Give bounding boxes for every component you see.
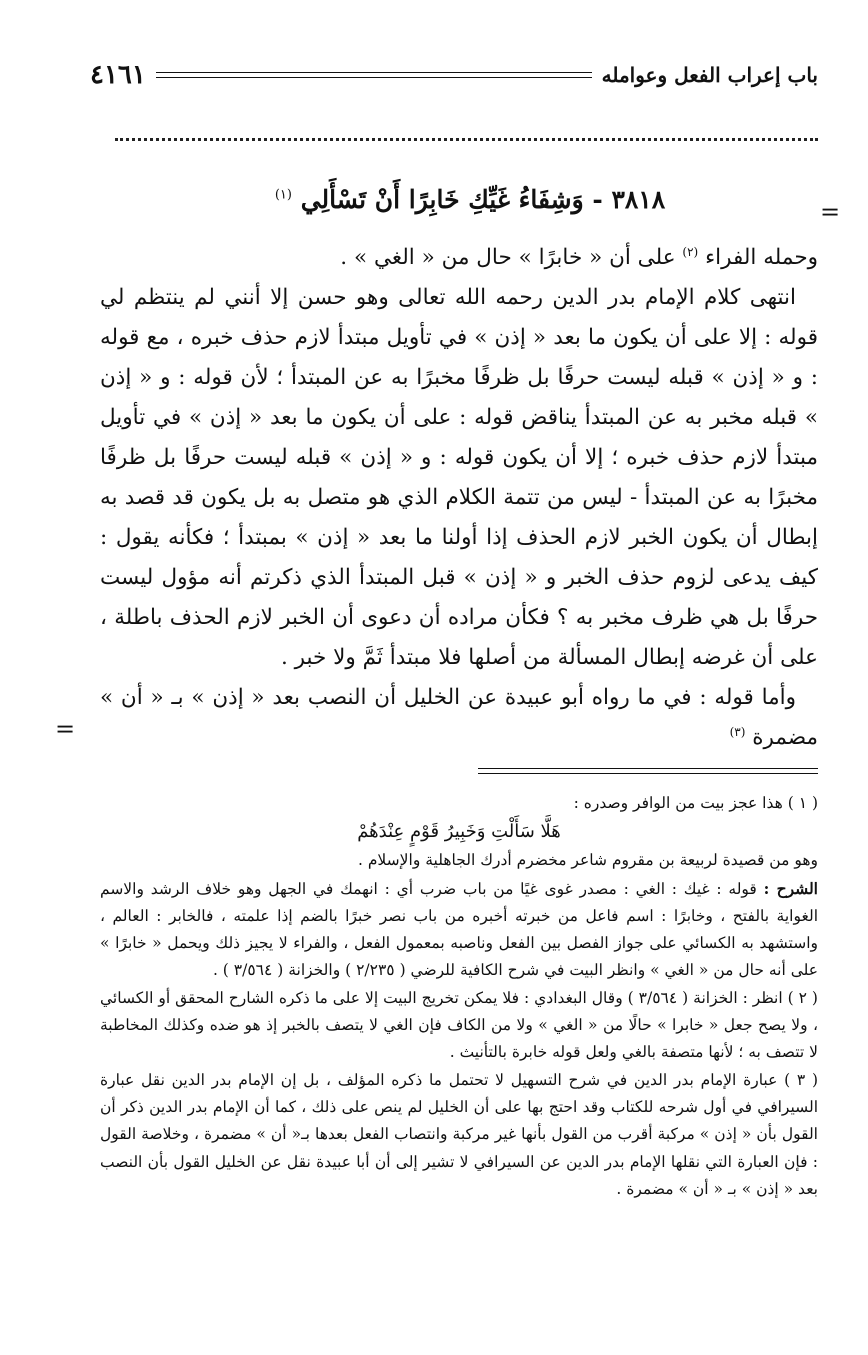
page-number: ٤١٦١ <box>90 60 146 90</box>
footnote-ref-2: (٢) <box>682 244 699 259</box>
footnote-2: ( ٢ ) انظر : الخزانة ( ٣/٥٦٤ ) وقال البغدادي : فلا يمكن تخريج البيت إلا على ما ذكره الشارح المحقق أو الكسائي ، ولا يصح جعل « خابرا » حالًا من « الغي » ولا من الكاف فإن الغي لا يتصف بالخبر إذ هو ضده وكذلك المخاطبة لا تتصف به ؛ لأنها متصفة بالغي ولعل قوله خابرة بالتأنيث . <box>100 988 818 1062</box>
paragraph-3-text: وأما قوله : في ما رواه أبو عبيدة عن الخليل أن النصب بعد « إذن » بـ « أن » مضمرة <box>100 685 818 750</box>
footnote-1-hemistich: هَلَّا سَأَلْتِ وَخَبِيرُ قَوْمٍ عِنْدَهُمْ <box>357 821 561 843</box>
chapter-title: باب إعراب الفعل وعوامله <box>601 63 818 87</box>
paragraph-3 <box>100 678 818 758</box>
continuation-mark-top: = <box>820 198 841 226</box>
dotted-divider <box>115 138 818 141</box>
footnote-1-intro: ( ١ ) هذا عجز بيت من الوافر وصدره : <box>573 794 818 812</box>
paragraph-2: انتهى كلام الإمام بدر الدين رحمه الله تعالى وهو حسن إلا أنني لم ينتظم لي قوله : إلا على أن يكون ما بعد « إذن » في تأويل مبتدأ لازم حذف خبره ، مع قوله : و « إذن » قبله ليست حرفًا بل ظرفًا مخبرًا به عن المبتدأ ؛ لأن قوله : و « إذن » قبله مخبر به عن المبتدأ يناقض قوله : على أن يكون ما بعد « إذن » في تأويل مبتدأ لازم حذف خبره ؛ إلا أن يكون قوله : و « إذن » قبله ليست حرفًا بل ظرفًا مخبرًا به عن المبتدأ - ليس من تتمة الكلام الذي هو متصل به بل يكون قد قصد به إبطال أن يكون الخبر لازم الحذف إذا أولنا ما بعد « إذن » بمبتدأ ؛ فكأنه يقول : كيف يدعى لزوم حذف الخبر و « إذن » قبل المبتدأ الذي ذكرتم أنه مؤول ليست حرفًا بل هي ظرف مخبر به ؟ فكأن مراده أن دعوى أن الخبر لازم الحذف باطلة ، على أن غرضه إبطال المسألة من أصلها فلا مبتدأ ثَمَّ ولا خبر . <box>100 285 818 670</box>
footnote-1-sharh <box>100 875 818 985</box>
paragraph-1-text: وحمله الفراء <box>705 245 818 270</box>
paragraph-1-rest: على أن « خابرًا » حال من « الغي » . <box>340 245 683 270</box>
verse-text: ٣٨١٨ - وَشِفَاءُ غَيِّكِ خَابِرًا أَنْ تَسْأَلِي <box>300 185 666 214</box>
footnotes <box>100 790 818 1203</box>
continuation-mark-bottom: = <box>55 715 76 743</box>
sharh-label: الشرح : <box>763 878 818 898</box>
header-rule <box>156 72 592 78</box>
footnote-1-source: وهو من قصيدة لربيعة بن مقروم شاعر مخضرم أدرك الجاهلية والإسلام . <box>357 851 818 870</box>
verse-footnote-ref: (١) <box>274 187 292 203</box>
page-header <box>90 58 818 92</box>
sharh-text: قوله : غيك : الغي : مصدر غوى غيًا من باب ضرب أي : انهمك في الجهل وهو خلاف الرشد والاسم الغواية بالفتح ، وخابرًا : اسم فاعل من خبرته أخبره من باب نصر خبرًا بالضم إذا علمته ، فالخابر : العالم ، واستشهد به الكسائي على جواز الفصل بين الفعل وناصبه بمعمول الفعل ، والفراء لا يجيز ذلك ويحمل « خابرًا » على أنه حال من « الغي » وانظر البيت في شرح الكافية للرضي ( ٢/٢٣٥ ) والخزانة ( ٣/٥٦٤ ) . <box>100 879 818 980</box>
main-body <box>100 238 818 758</box>
footnote-ref-3: (٣) <box>729 724 746 739</box>
paragraph-1 <box>100 238 818 278</box>
verse-heading <box>240 185 700 214</box>
footnote-3: ( ٣ ) عبارة الإمام بدر الدين في شرح التسهيل لا تحتمل ما ذكره المؤلف ، بل إن الإمام بدر الدين نقل عبارة السيرافي في أول شرحه للكتاب وقد احتج بها على أن الخليل لم ينص على ذلك ، كما أن الإمام بدر الدين ذكر أن القول بأن « إذن » مركبة أقرب من القول بأنها غير مركبة وانتصاب الفعل بعدها بـ« أن » مضمرة ، وخلاصة القول : فإن العبارة التي نقلها الإمام بدر الدين عن السيرافي لا تشير إلى أن أبا عبيدة نقل عن الخليل القول بأن النصب بعد « إذن » بـ « أن » مضمرة . <box>100 1070 818 1198</box>
footnote-separator <box>478 768 818 774</box>
